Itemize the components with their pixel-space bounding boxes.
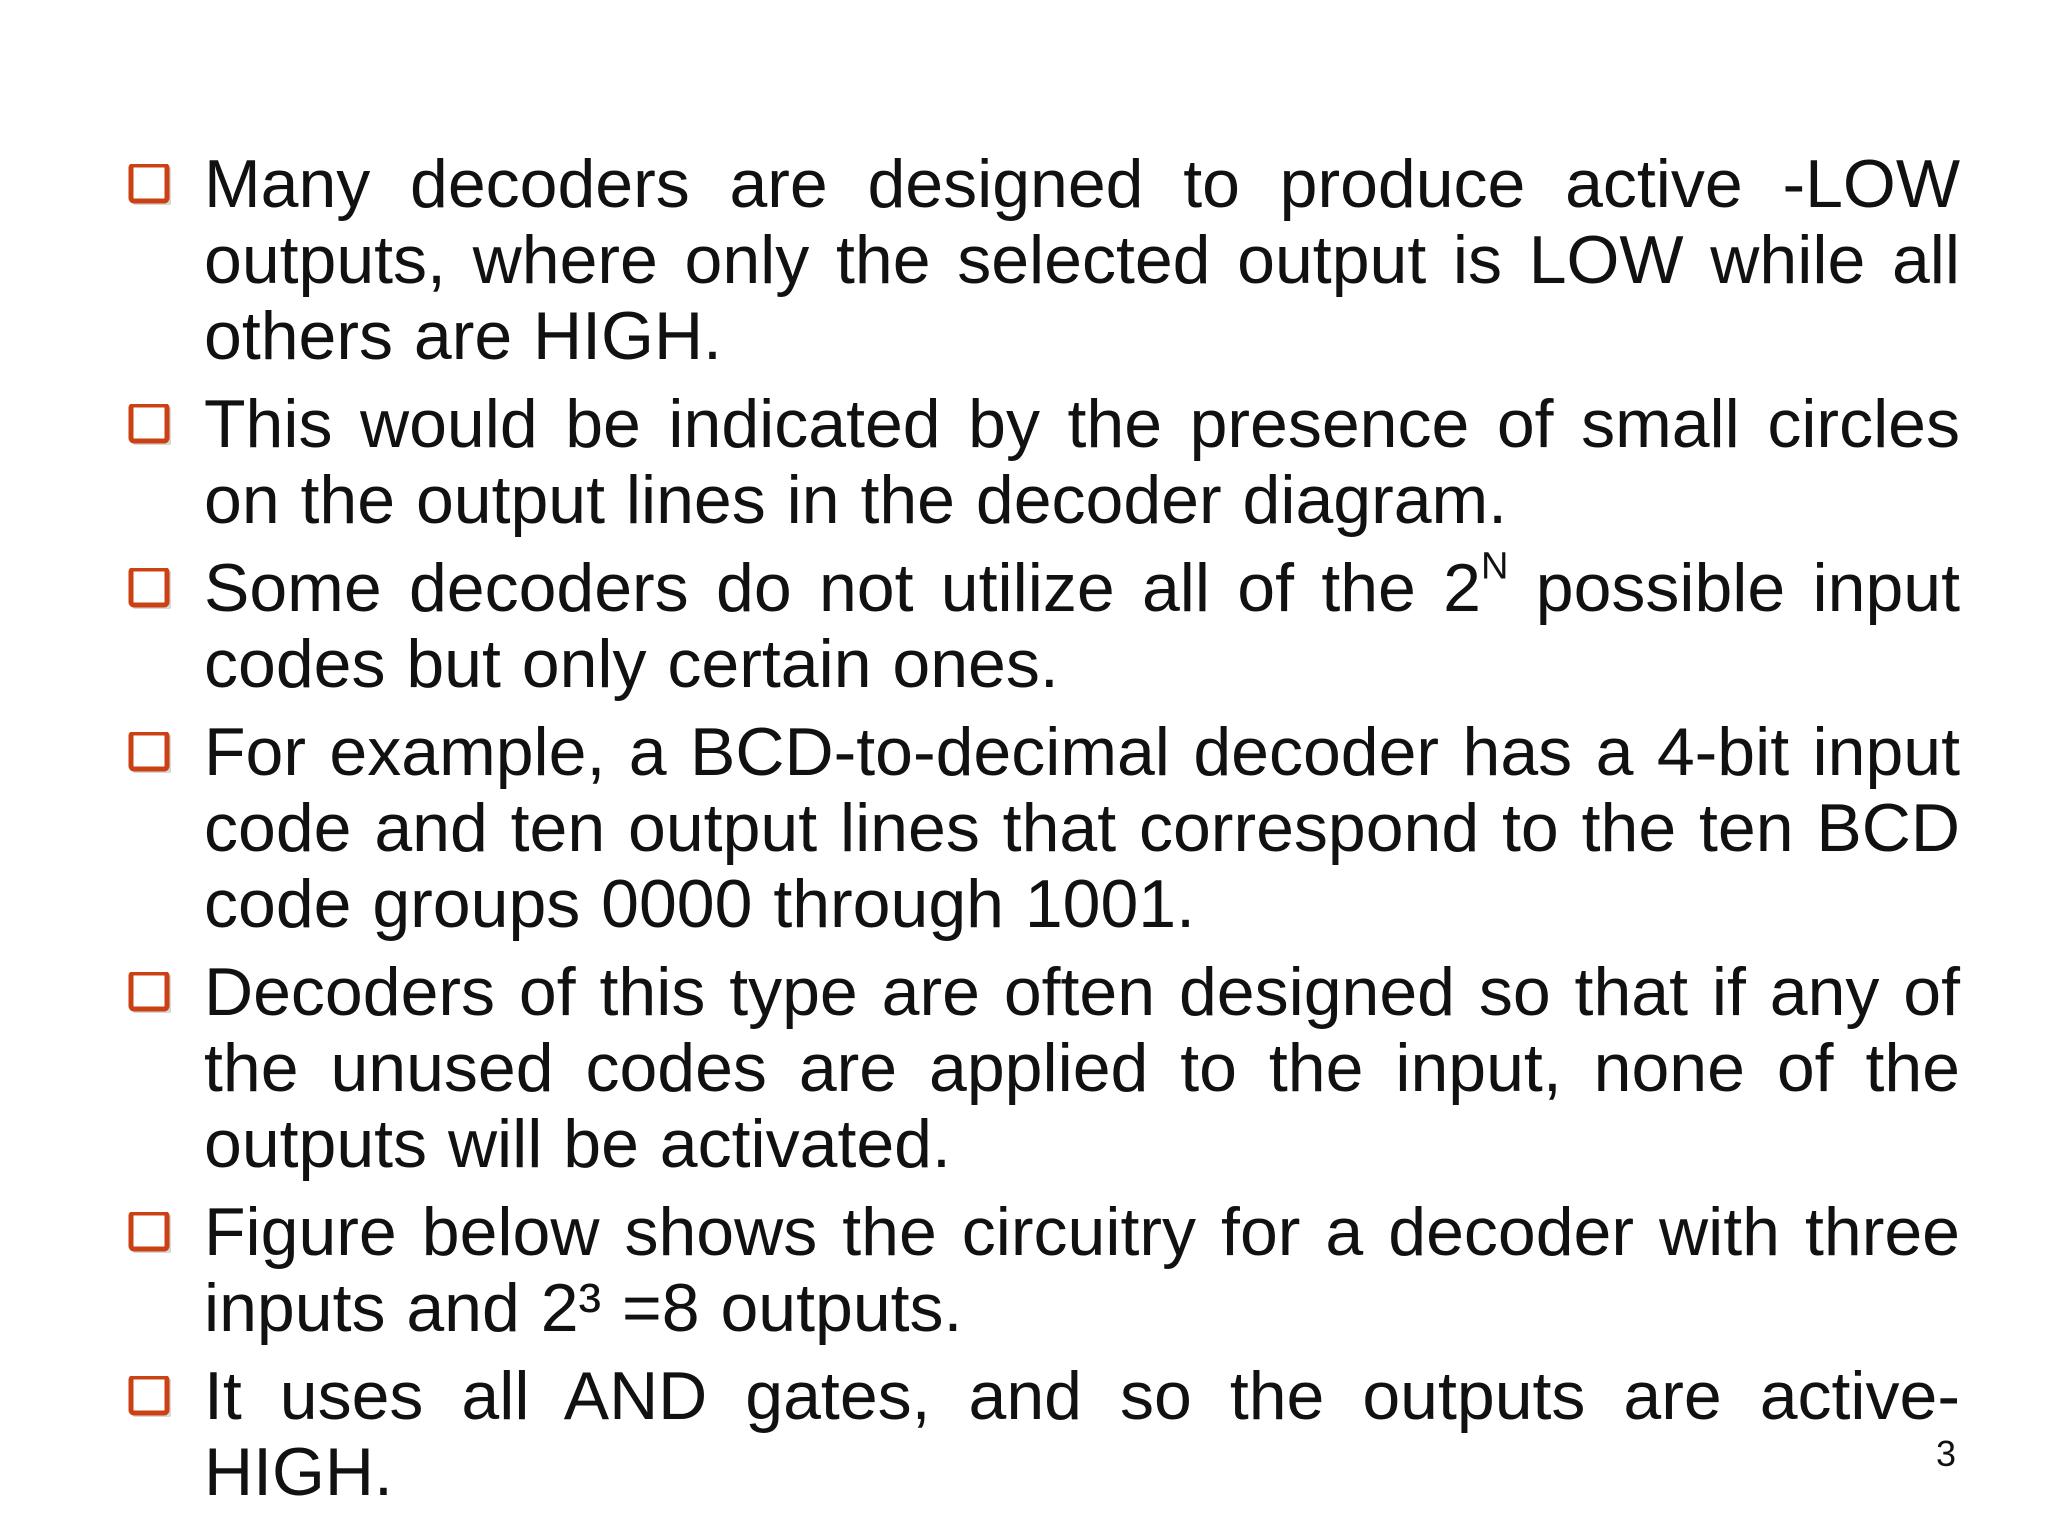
bullet-text: For example, a BCD-to-decimal decoder has a 4-bit input code and ten output lines that correspond to the ten BCD code groups 0000 through 1001. — [204, 714, 1960, 942]
checkbox-square-icon — [128, 404, 174, 450]
bullet-list — [128, 146, 1960, 1522]
bullet-text — [204, 545, 1961, 702]
checkbox-square-icon — [128, 1376, 174, 1422]
bullet-item — [128, 386, 1960, 538]
bullet-text: Decoders of this type are often designed so that if any of the unused codes are applied to the input, none of the outputs will be activated. — [204, 954, 1960, 1182]
bullet-text: This would be indicated by the presence of small circles on the output lines in the decoder diagram. — [204, 386, 1960, 538]
bullet-text-part: Some decoders do not utilize all of the 2 — [204, 550, 1481, 626]
checkbox-square-icon — [128, 1212, 174, 1258]
bullet-item — [128, 954, 1960, 1182]
checkbox-square-icon — [128, 164, 174, 210]
checkbox-square-icon — [128, 732, 174, 778]
bullet-text: Many decoders are designed to produce active -LOW outputs, where only the selected output is LOW while all others are HIGH. — [204, 146, 1960, 374]
bullet-item — [128, 1358, 1960, 1510]
bullet-text-part: possible input codes but only certain ones. — [204, 550, 1961, 702]
bullet-item — [128, 1194, 1960, 1346]
bullet-item — [128, 146, 1960, 374]
checkbox-square-icon — [128, 972, 174, 1018]
bullet-text: It uses all AND gates, and so the outputs are active-HIGH. — [204, 1358, 1960, 1510]
bullet-text: Figure below shows the circuitry for a decoder with three inputs and 2³ =8 outputs. — [204, 1194, 1960, 1346]
bullet-item — [128, 545, 1961, 702]
bullet-item — [128, 714, 1960, 942]
checkbox-square-icon — [128, 568, 174, 614]
page-number: 3 — [1935, 1433, 1956, 1474]
superscript-n: N — [1480, 545, 1509, 588]
